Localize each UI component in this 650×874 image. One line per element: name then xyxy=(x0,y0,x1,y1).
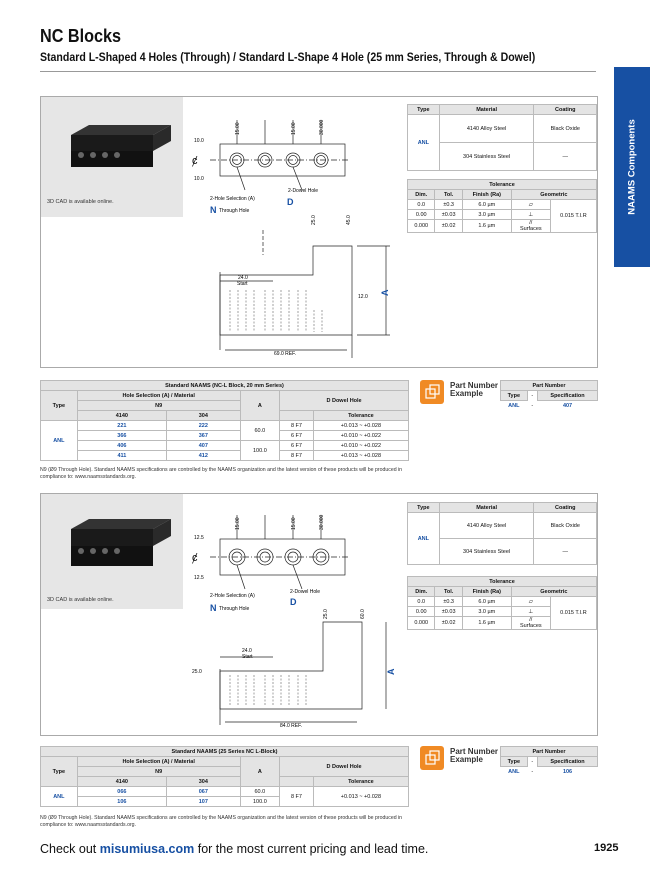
dowel-cell: 6 F7 xyxy=(280,431,314,441)
code-4140[interactable]: 406 xyxy=(77,441,166,451)
parallel-icon: // Surfaces xyxy=(511,617,550,630)
tir-cell: 0.015 T.I.R xyxy=(550,597,596,630)
technical-drawing-2 xyxy=(190,497,405,737)
dowel-cell: 8 F7 xyxy=(280,421,314,431)
col-dim: Dim. xyxy=(408,190,435,200)
tol-cell: +0.013 ~ +0.028 xyxy=(313,451,408,461)
tolerance-title: Tolerance xyxy=(408,577,597,587)
col-dowel-blank xyxy=(280,777,314,787)
type-anl: ANL xyxy=(408,115,440,171)
dim-length: 84.0 REF. xyxy=(280,723,302,729)
material-table-2 xyxy=(407,502,597,565)
code-304[interactable]: 067 xyxy=(167,787,241,797)
dim-cell: 0.00 xyxy=(408,210,435,220)
dim-left-1: 12.5 xyxy=(194,535,204,541)
pn-dash: - xyxy=(531,768,534,775)
col-304: 304 xyxy=(167,411,241,421)
side-tab[interactable] xyxy=(614,67,650,267)
col-n9: N9 xyxy=(77,401,240,411)
parallel-icon: // Surfaces xyxy=(511,220,550,233)
coating-cell: — xyxy=(534,143,597,171)
tolerance-table-1 xyxy=(407,179,597,233)
a-value: 100.0 xyxy=(240,797,279,807)
dowel-label: 2-Dowel Hole xyxy=(288,188,319,194)
footer xyxy=(40,842,428,856)
code-4140[interactable]: 366 xyxy=(77,431,166,441)
part-number-table-1 xyxy=(500,380,598,411)
material-table-1 xyxy=(407,104,597,171)
pn-dash: - xyxy=(531,392,534,399)
side-tab-label: NAAMS Components xyxy=(626,119,638,215)
dim-length: 69.0 REF. xyxy=(274,351,296,357)
pn-header: Part Number xyxy=(501,381,598,391)
through-label: Through Hole xyxy=(219,208,250,214)
standard-table-2 xyxy=(40,746,409,807)
code-4140[interactable]: 106 xyxy=(77,797,166,807)
col-a: A xyxy=(240,391,279,421)
dowel-cell: 8 F7 xyxy=(280,787,314,807)
dim-left-2: 10.0 xyxy=(194,176,204,182)
dim-cell: 0.0 xyxy=(408,200,435,210)
code-304[interactable]: 367 xyxy=(167,431,241,441)
col-dowel: D Dowel Hole xyxy=(280,757,409,777)
dim-top-3: 30.000 xyxy=(319,514,325,530)
hole-selection-label: 2-Hole Selection (A) xyxy=(210,593,255,599)
col-tol: Tol. xyxy=(435,587,462,597)
code-304[interactable]: 407 xyxy=(167,441,241,451)
dim-left-1: 10.0 xyxy=(194,138,204,144)
dim-top-2: 15.00 xyxy=(291,122,297,135)
tol-cell: ±0.3 xyxy=(435,200,462,210)
dim-cell: 0.00 xyxy=(408,607,435,617)
page-subtitle: Standard L-Shaped 4 Holes (Through) / Standard L-Shape 4 Hole (25 mm Series, Through & Dowel) xyxy=(40,50,536,64)
pn-header: Part Number xyxy=(501,747,598,757)
page-title: NC Blocks xyxy=(40,26,122,46)
part-number-table-2 xyxy=(500,746,598,777)
footer-link[interactable]: misumiusa.com xyxy=(99,842,195,856)
table-title: Standard NAAMS (25 Series NC L-Block) xyxy=(41,747,409,757)
col-dowel-blank xyxy=(280,411,314,421)
finish-cell: 1.6 µm xyxy=(462,617,511,630)
parallelogram-icon: ▱ xyxy=(511,597,550,607)
n-marker: N xyxy=(210,205,217,215)
dim-height: 25.0 xyxy=(192,669,202,675)
pn-spec-header: Specification xyxy=(538,391,598,401)
pn-spec-value: 407 xyxy=(562,402,573,409)
table-title: Standard NAAMS (NC-L Block, 20 mm Series) xyxy=(41,381,409,391)
col-tolerance: Tolerance xyxy=(313,777,408,787)
pn-dash: - xyxy=(531,402,534,409)
hole-selection-label: 2-Hole Selection (A) xyxy=(210,196,255,202)
through-label: Through Hole xyxy=(219,606,250,612)
part-number-icon xyxy=(420,380,444,404)
a-value: 60.0 xyxy=(240,787,279,797)
tolerance-title: Tolerance xyxy=(408,180,597,190)
d-marker: D xyxy=(287,197,294,207)
table-note-2: N9 (Ø9 Through Hole). Standard NAAMS specifications are controlled by the NAAMS organization and the latest version of these products will be produced in compliance to: www.naamsstandards.org. xyxy=(40,815,403,828)
tol-cell: +0.013 ~ +0.028 xyxy=(313,421,408,431)
col-hole: Hole Selection (A) / Material xyxy=(77,391,240,401)
dim-cell: 0.0 xyxy=(408,597,435,607)
col-tolerance: Tolerance xyxy=(313,411,408,421)
part-number-title: Part Number Example xyxy=(450,381,499,399)
tol-cell: +0.010 ~ +0.022 xyxy=(313,441,408,451)
part-number-icon xyxy=(420,746,444,770)
finish-cell: 1.6 µm xyxy=(462,220,511,233)
pn-type-value: ANL xyxy=(508,768,520,775)
col-coating: Coating xyxy=(534,503,597,513)
dim-side-1: 25.0 xyxy=(311,215,317,225)
material-cell: 4140 Alloy Steel xyxy=(439,115,534,143)
col-304: 304 xyxy=(167,777,241,787)
col-geometric: Geometric xyxy=(511,190,596,200)
code-304[interactable]: 107 xyxy=(167,797,241,807)
dim-start: 24.0 xyxy=(242,648,252,654)
dim-top-1: 15.00 xyxy=(235,517,241,530)
material-cell: 304 Stainless Steel xyxy=(439,539,534,565)
tir-cell: 0.015 T.I.R xyxy=(550,200,596,233)
code-4140[interactable]: 066 xyxy=(77,787,166,797)
col-hole: Hole Selection (A) / Material xyxy=(77,757,240,767)
parallelogram-icon: ▱ xyxy=(511,200,550,210)
tol-cell: ±0.02 xyxy=(435,220,462,233)
dim-cell: 0.000 xyxy=(408,220,435,233)
col-a: A xyxy=(240,757,279,787)
product-image-2 xyxy=(41,494,183,609)
coating-cell: Black Oxide xyxy=(534,115,597,143)
col-type: Type xyxy=(41,391,78,421)
col-dim: Dim. xyxy=(408,587,435,597)
code-304[interactable]: 412 xyxy=(167,451,241,461)
dim-side-2: 45.0 xyxy=(346,215,352,225)
tol-cell: +0.013 ~ +0.028 xyxy=(313,787,408,807)
page-number: 1925 xyxy=(594,842,619,854)
finish-cell: 3.0 µm xyxy=(462,210,511,220)
col-tol: Tol. xyxy=(435,190,462,200)
dim-side-1: 25.0 xyxy=(323,609,329,619)
pn-spec-header: Specification xyxy=(538,757,598,767)
d-marker: D xyxy=(290,597,297,607)
col-4140: 4140 xyxy=(77,411,166,421)
a-value: 60.0 xyxy=(240,421,279,441)
tolerance-table-2 xyxy=(407,576,597,630)
centerline-icon: ȼ xyxy=(192,155,198,167)
title-divider xyxy=(40,71,596,72)
dim-top-2: 15.00 xyxy=(291,517,297,530)
col-type: Type xyxy=(41,757,78,787)
footer-prefix: Check out xyxy=(40,842,100,856)
dim-cell: 0.000 xyxy=(408,617,435,630)
l-block-photo-2 xyxy=(41,494,183,609)
dim-left-2: 12.5 xyxy=(194,575,204,581)
pn-type-header: Type xyxy=(501,391,528,401)
dim-top-3: 30.000 xyxy=(319,119,325,135)
type-anl: ANL xyxy=(41,787,78,807)
finish-cell: 6.0 µm xyxy=(462,200,511,210)
perpendicular-icon: ⊥ xyxy=(511,607,550,617)
cad-note-2[interactable]: 3D CAD is available online. xyxy=(47,597,114,603)
start-label: Start xyxy=(237,281,248,287)
centerline-icon: ȼ xyxy=(192,552,198,564)
material-cell: 4140 Alloy Steel xyxy=(439,513,534,539)
tol-cell: ±0.02 xyxy=(435,617,462,630)
cad-note-1[interactable]: 3D CAD is available online. xyxy=(47,199,114,205)
finish-cell: 6.0 µm xyxy=(462,597,511,607)
col-finish: Finish (Ra) xyxy=(462,587,511,597)
coating-cell: Black Oxide xyxy=(534,513,597,539)
table-note-1: N9 (Ø9 Through Hole). Standard NAAMS specifications are controlled by the NAAMS organization and the latest version of these products will be produced in compliance to: www.naamsstandards.org. xyxy=(40,467,403,480)
col-type: Type xyxy=(408,105,440,115)
technical-drawing-1 xyxy=(190,100,405,360)
n-marker: N xyxy=(210,603,217,613)
col-coating: Coating xyxy=(534,105,597,115)
pn-type-header: Type xyxy=(501,757,528,767)
tol-cell: ±0.03 xyxy=(435,607,462,617)
footer-suffix: for the most current pricing and lead time. xyxy=(194,842,429,856)
a-marker: A xyxy=(380,289,390,296)
a-value: 100.0 xyxy=(240,441,279,461)
col-finish: Finish (Ra) xyxy=(462,190,511,200)
part-number-title: Part Number Example xyxy=(450,747,499,765)
tol-cell: ±0.3 xyxy=(435,597,462,607)
perpendicular-icon: ⊥ xyxy=(511,210,550,220)
dim-start: 24.0 xyxy=(238,275,248,281)
dowel-cell: 6 F7 xyxy=(280,441,314,451)
dim-height: 12.0 xyxy=(358,294,368,300)
type-anl: ANL xyxy=(41,421,78,461)
col-geometric: Geometric xyxy=(511,587,596,597)
start-label: Start xyxy=(242,654,253,660)
dim-side-2: 60.0 xyxy=(360,609,366,619)
dim-top-1: 15.00 xyxy=(235,122,241,135)
pn-type-value: ANL xyxy=(508,402,520,409)
col-dowel: D Dowel Hole xyxy=(280,391,409,411)
col-material: Material xyxy=(439,105,534,115)
type-anl: ANL xyxy=(408,513,440,565)
code-4140[interactable]: 221 xyxy=(77,421,166,431)
pn-spec-value: 106 xyxy=(562,768,573,775)
dowel-label: 2-Dowel Hole xyxy=(290,589,321,595)
code-4140[interactable]: 411 xyxy=(77,451,166,461)
tol-cell: ±0.03 xyxy=(435,210,462,220)
material-cell: 304 Stainless Steel xyxy=(439,143,534,171)
code-304[interactable]: 222 xyxy=(167,421,241,431)
finish-cell: 3.0 µm xyxy=(462,607,511,617)
dowel-cell: 8 F7 xyxy=(280,451,314,461)
pn-dash: - xyxy=(531,758,534,765)
col-n9: N9 xyxy=(77,767,240,777)
col-type: Type xyxy=(408,503,440,513)
coating-cell: — xyxy=(534,539,597,565)
standard-table-1 xyxy=(40,380,409,461)
col-4140: 4140 xyxy=(77,777,166,787)
col-material: Material xyxy=(439,503,534,513)
a-marker: A xyxy=(386,668,396,675)
tol-cell: +0.010 ~ +0.022 xyxy=(313,431,408,441)
